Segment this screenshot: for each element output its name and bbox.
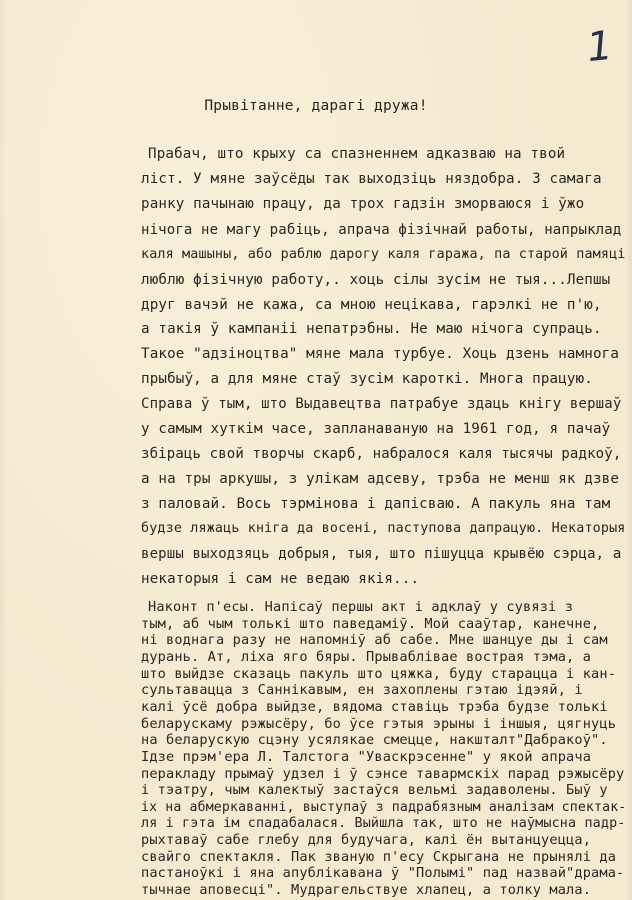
text-line: нічога не магу рабіць, апрача фізічнай работы, напрыклад bbox=[141, 222, 622, 238]
text-line: з паловай. Вось тэрмінова і дапісваю. А пакуль яна там bbox=[141, 496, 611, 512]
text-line: рыхтаваў сабе глебу для будучага, калі ён вытанцуецца, bbox=[141, 832, 592, 849]
text-line: калі ўсё добра выйдзе, вядома ставіць трэба будзе толькі bbox=[141, 698, 608, 715]
text-line: каля машыны, або раблю дарогу каля гаража, па старой памяці bbox=[141, 247, 626, 262]
text-line: прыбыў, а для мяне стаў зусім кароткі. Многа працую. bbox=[141, 371, 593, 387]
text-line: пастаноўкі і яна апублікавана ў "Полымі" пад назвай"драма- bbox=[141, 865, 625, 882]
text-line: на беларускую сцэну усялякае смецце, накшталт"Дабракоў". bbox=[141, 732, 608, 749]
text-line: Наконт п'есы. Напісаў першы акт і адклаў у сувязі з bbox=[148, 599, 574, 615]
text-line: ліст. У мяне заўсёды так выходзіць няздобра. З самага bbox=[141, 171, 602, 187]
letter-salutation: Прывітанне, дарагі дружа! bbox=[204, 98, 428, 114]
text-line: свайго спектакля. Пак званую п'есу Скрыгана не прынялі да bbox=[141, 848, 617, 865]
text-line: сультавацца з Саннікавым, ен захоплены гэтаю ідэяй, і bbox=[141, 682, 583, 699]
text-line: перакладу прымаў удзел і ў сэнсе тавармскіх парад рэжысёру bbox=[141, 765, 625, 782]
text-line: а такія ў кампаніі непатрэбны. Не маю нічога супраць. bbox=[141, 321, 602, 337]
text-line: Такое "адзіноцтва" мяне мала турбуе. Хоць дзень намнога bbox=[141, 346, 620, 362]
text-line: будзе ляжаць кніга да восені, паступова дапрацую. Некаторыя bbox=[141, 521, 626, 536]
text-line: іх на абмеркаванні, выступаў з падрабязным аналізам спектак- bbox=[141, 799, 627, 815]
text-line: дурань. Ат, ліха яго бяры. Прываблівае вострая тэма, а bbox=[141, 648, 592, 665]
text-line: тым, аб чым толькі што паведаміў. Мой сааўтар, канечне, bbox=[141, 615, 600, 632]
text-line: беларускаму рэжысёру, бо ўсе гэтыя эрыны і іншыя, цягнуць bbox=[141, 715, 617, 732]
text-line: люблю фізічную работу,. хоць сілы зусім не тыя...Лепшы bbox=[141, 272, 611, 288]
text-line: ранку пачынаю працу, да трох гадзін зморваюся і ўжо bbox=[141, 196, 585, 212]
text-line: Справа ў тым, што Выдавецтва патрабуе здаць кнігу вершаў bbox=[141, 396, 622, 412]
text-line: вершы выходзяць добрыя, тыя, што пішуцца крывёю сэрца, а bbox=[141, 546, 622, 562]
page-number: 1 bbox=[584, 22, 615, 72]
text-line: і тэатру, чым калектыў застаўся вельмі задаволены. Быў у bbox=[141, 782, 608, 799]
text-line: друг вачэй не кажа, са мною нецікава, гарэлкі не п'ю, bbox=[141, 297, 602, 313]
text-line: а на тры аркушы, з улікам адсеву, трэба не менш як дзве bbox=[141, 471, 620, 487]
text-line: Ідзе прэм'ера Л. Талстога "Уваскрэсенне" у якой апрача bbox=[141, 748, 592, 765]
text-line: збіраць свой творчы скарб, набралося каля тысячы радкоў, bbox=[141, 446, 622, 462]
text-line: што выйдзе сказаць пакуль што цяжка, буду старацца і кан- bbox=[141, 665, 617, 682]
text-line: Прабач, што крыху са спазненнем адказваю на твой bbox=[148, 146, 566, 162]
text-line: у самым хуткім часе, запланаваную на 1961 год, я пачаў bbox=[141, 421, 611, 437]
text-line: ля і гэта ім спадабалася. Выйшла так, што не наўмысна падр- bbox=[141, 816, 626, 832]
text-line: тычнае аповесці". Мудрагельствуе хлапец, а толку мала. bbox=[141, 882, 592, 898]
text-line: некаторыя і сам не ведаю якія... bbox=[141, 571, 420, 587]
text-line: ні воднага разу не напомніў аб сабе. Мне шанцуе ды і сам bbox=[141, 632, 608, 649]
